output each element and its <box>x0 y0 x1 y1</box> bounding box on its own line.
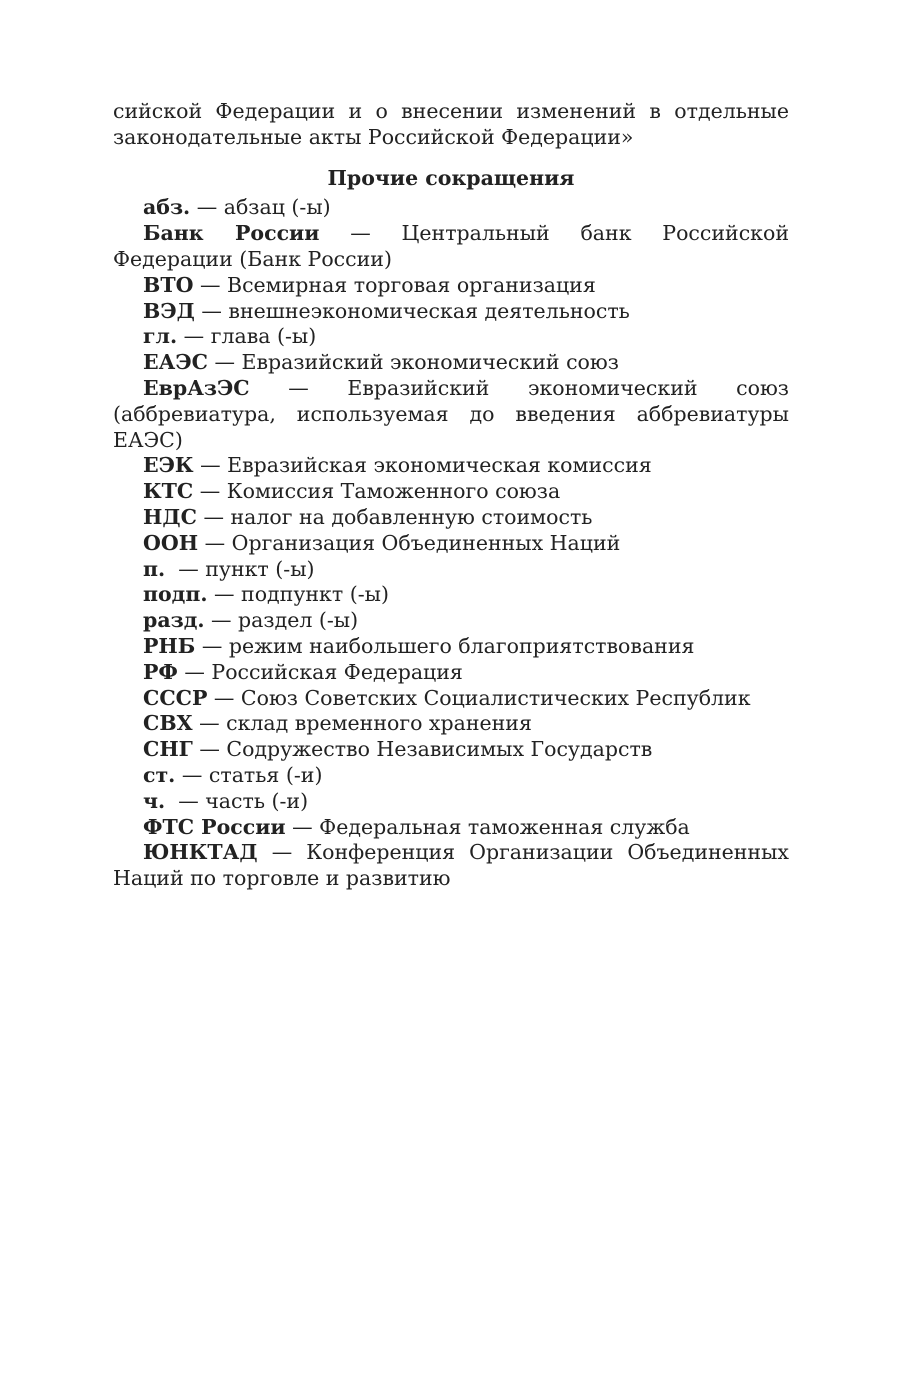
abbreviation-definition: подпункт (-ы) <box>241 582 389 607</box>
abbreviation-definition: Содружество Независимых Государств <box>226 737 653 762</box>
abbreviation-term: РНБ <box>143 633 196 658</box>
abbreviation-term: Банк России <box>143 221 320 246</box>
abbreviation-definition: внешнеэкономическая деятельность <box>228 298 630 323</box>
separator: — <box>192 737 227 762</box>
separator: — <box>195 633 229 658</box>
abbreviation-entry <box>113 763 789 789</box>
abbreviation-entry <box>113 840 789 892</box>
abbreviation-definition: Организация Объединенных Наций <box>231 530 621 555</box>
separator: — <box>190 195 224 220</box>
abbreviation-term: подп. <box>143 582 208 607</box>
abbreviation-definition: Всемирная торговая организация <box>227 272 596 297</box>
abbreviation-entry <box>113 789 789 815</box>
abbreviation-entry <box>113 324 789 350</box>
abbreviation-definition: режим наибольшего благоприятствования <box>228 633 695 658</box>
separator: — <box>249 375 348 400</box>
separator: — <box>177 324 211 349</box>
abbreviation-definition: Евразийский экономический союз <box>241 350 619 375</box>
abbreviation-definition: статья (-и) <box>208 762 323 787</box>
abbreviation-term: ст. <box>143 762 176 787</box>
document-page <box>113 99 789 892</box>
abbreviation-entry <box>113 634 789 660</box>
abbreviation-entry <box>113 660 789 686</box>
abbreviation-definition: склад временного хранения <box>226 711 532 736</box>
abbreviation-entry <box>113 582 789 608</box>
abbreviation-entry <box>113 479 789 505</box>
abbreviation-entry <box>113 195 789 221</box>
abbreviation-entry <box>113 608 789 634</box>
abbreviation-entry <box>113 815 789 841</box>
abbreviation-definition: пункт (-ы) <box>205 556 315 581</box>
abbreviation-definition: налог на добавленную стоимость <box>230 504 593 529</box>
abbreviation-term: ЕврАзЭС <box>143 375 250 400</box>
abbreviation-definition: Комиссия Таможенного союза <box>226 479 561 504</box>
abbreviation-term: ВТО <box>143 272 194 297</box>
abbreviation-term: ЕЭК <box>143 453 194 478</box>
separator: — <box>165 788 206 813</box>
abbreviation-entry <box>113 557 789 583</box>
abbreviation-term: НДС <box>143 504 197 529</box>
separator: — <box>193 453 228 478</box>
separator: — <box>257 840 307 865</box>
abbreviation-term: ФТС России <box>143 814 286 839</box>
separator: — <box>207 350 242 375</box>
abbreviation-definition: Центральный банк Российской Федерации (Банк России) <box>113 221 789 271</box>
abbreviation-definition: Федеральная таможенная служба <box>319 814 690 839</box>
separator: — <box>207 685 241 710</box>
abbreviation-term: разд. <box>143 608 205 633</box>
abbreviation-entry <box>113 299 789 325</box>
abbreviation-entry <box>113 376 789 453</box>
abbreviation-list <box>113 195 789 892</box>
abbreviation-term: КТС <box>143 479 194 504</box>
abbreviation-term: СССР <box>143 685 208 710</box>
abbreviation-definition: Союз Советских Социалистических Республик <box>240 685 751 710</box>
abbreviation-term: ЮНКТАД <box>143 840 258 865</box>
abbreviation-definition: Конференция Организации Объединенных Наций по торговле и развитию <box>113 840 789 891</box>
abbreviation-term: ВЭД <box>143 298 195 323</box>
abbreviation-definition: Российская Федерация <box>211 659 463 684</box>
abbreviation-definition: Евразийский экономический союз (аббревиатура, используемая до введения аббревиатуры ЕАЭС) <box>113 375 789 452</box>
abbreviation-entry <box>113 686 789 712</box>
separator: — <box>193 272 227 297</box>
separator: — <box>204 608 239 633</box>
abbreviation-entry <box>113 350 789 376</box>
separator: — <box>194 298 229 323</box>
abbreviation-entry <box>113 505 789 531</box>
separator: — <box>196 504 231 529</box>
abbreviation-entry <box>113 711 789 737</box>
abbreviation-term: ООН <box>143 530 199 555</box>
abbreviation-definition: абзац (-ы) <box>223 195 331 220</box>
separator: — <box>193 479 227 504</box>
abbreviation-definition: Евразийская экономическая комиссия <box>227 453 652 478</box>
abbreviation-entry <box>113 221 789 273</box>
abbreviation-term: ч. <box>143 788 166 813</box>
abbreviation-definition: раздел (-ы) <box>238 608 359 633</box>
separator: — <box>165 556 206 581</box>
abbreviation-definition: глава (-ы) <box>210 324 317 349</box>
abbreviation-entry <box>113 737 789 763</box>
separator: — <box>175 762 209 787</box>
intro-paragraph: сийской Федерации и о внесении изменений в отдельные законодательные акты Российской Федерации» <box>113 99 789 149</box>
abbreviation-term: п. <box>143 556 166 581</box>
section-title: Прочие сокращения <box>327 165 575 190</box>
abbreviation-entry <box>113 453 789 479</box>
abbreviation-term: СВХ <box>143 711 193 736</box>
separator: — <box>285 814 320 839</box>
separator: — <box>207 582 242 607</box>
abbreviation-term: гл. <box>143 324 178 349</box>
abbreviation-term: ЕАЭС <box>143 350 208 375</box>
separator: — <box>319 221 402 246</box>
abbreviation-entry <box>113 531 789 557</box>
abbreviation-term: СНГ <box>143 737 193 762</box>
abbreviation-term: РФ <box>143 659 178 684</box>
separator: — <box>198 530 232 555</box>
abbreviation-entry <box>113 273 789 299</box>
separator: — <box>177 659 212 684</box>
abbreviation-term: абз. <box>143 195 191 220</box>
separator: — <box>192 711 227 736</box>
abbreviation-definition: часть (-и) <box>205 788 309 813</box>
